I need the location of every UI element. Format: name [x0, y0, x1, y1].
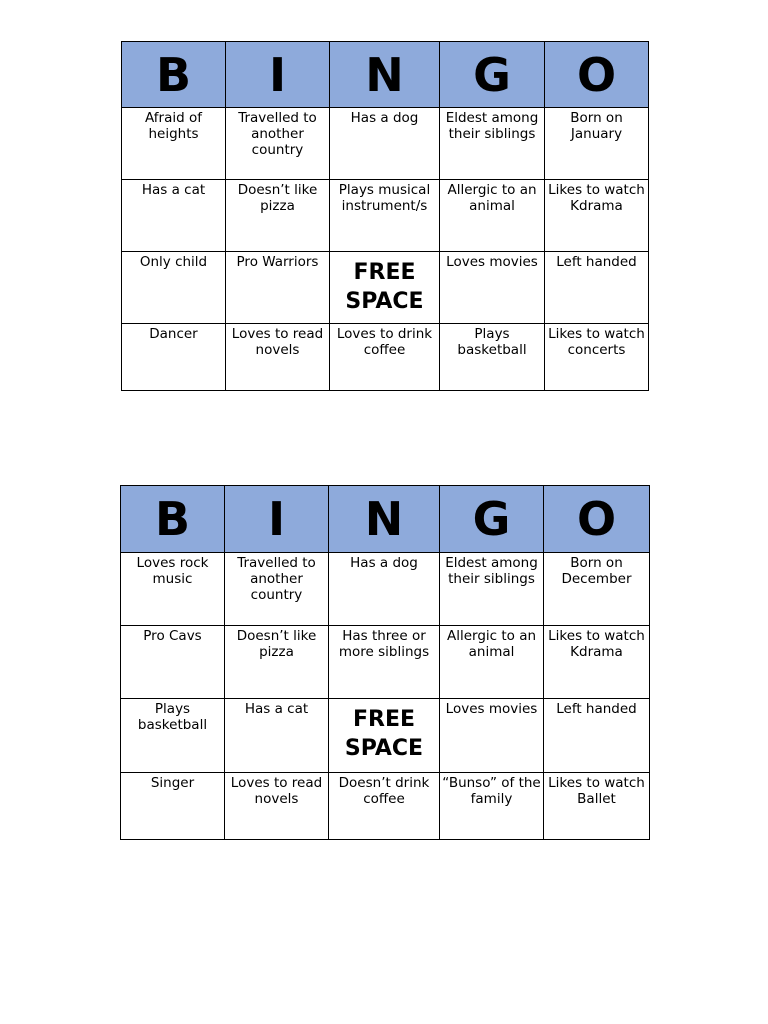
bingo-card-2	[120, 485, 650, 840]
bingo-cell: Plays basketball	[121, 699, 225, 773]
bingo-letter-i: I	[226, 42, 330, 108]
bingo-letter-g: G	[440, 486, 544, 553]
bingo-cell: Loves rock music	[121, 553, 225, 626]
bingo-letter-g: G	[440, 42, 545, 108]
bingo-cell: Left handed	[545, 252, 649, 324]
bingo-cell: Doesn’t like pizza	[226, 180, 330, 252]
bingo-cell: Born on December	[544, 553, 650, 626]
bingo-letter-b: B	[122, 42, 226, 108]
bingo-cell: Plays basketball	[440, 324, 545, 391]
bingo-row	[121, 626, 650, 699]
bingo-cell: Eldest among their siblings	[440, 553, 544, 626]
bingo-cell: Loves to read novels	[225, 773, 329, 840]
bingo-cell: Travelled to another country	[226, 108, 330, 180]
bingo-cell: Dancer	[122, 324, 226, 391]
bingo-cell: Travelled to another country	[225, 553, 329, 626]
bingo-row	[122, 180, 649, 252]
bingo-cell: Likes to watch concerts	[545, 324, 649, 391]
bingo-cell: Loves to drink coffee	[330, 324, 440, 391]
bingo-cell: Likes to watch Kdrama	[545, 180, 649, 252]
bingo-header-row	[121, 486, 650, 553]
bingo-cell: Has three or more siblings	[329, 626, 440, 699]
bingo-cell: Has a dog	[329, 553, 440, 626]
bingo-cell: Loves movies	[440, 252, 545, 324]
bingo-letter-o: O	[544, 486, 650, 553]
free-space-cell: FREE SPACE	[330, 252, 440, 324]
bingo-row	[122, 324, 649, 391]
bingo-letter-n: N	[329, 486, 440, 553]
bingo-card-1	[121, 41, 649, 391]
bingo-cell: Doesn’t like pizza	[225, 626, 329, 699]
bingo-cell: Plays musical instrument/s	[330, 180, 440, 252]
bingo-cell: Pro Cavs	[121, 626, 225, 699]
bingo-cell: Doesn’t drink coffee	[329, 773, 440, 840]
bingo-cell: Left handed	[544, 699, 650, 773]
bingo-cell: Likes to watch Kdrama	[544, 626, 650, 699]
bingo-cell: Has a cat	[225, 699, 329, 773]
bingo-cell: Allergic to an animal	[440, 180, 545, 252]
bingo-row	[121, 553, 650, 626]
bingo-cell: Singer	[121, 773, 225, 840]
bingo-row	[122, 252, 649, 324]
bingo-row	[122, 108, 649, 180]
bingo-cell: Eldest among their siblings	[440, 108, 545, 180]
bingo-letter-n: N	[330, 42, 440, 108]
bingo-cell: Afraid of heights	[122, 108, 226, 180]
bingo-cell: Has a cat	[122, 180, 226, 252]
free-space-cell: FREE SPACE	[329, 699, 440, 773]
bingo-cell: Loves movies	[440, 699, 544, 773]
bingo-letter-b: B	[121, 486, 225, 553]
bingo-cell: Pro Warriors	[226, 252, 330, 324]
bingo-cell: Likes to watch Ballet	[544, 773, 650, 840]
bingo-letter-o: O	[545, 42, 649, 108]
bingo-cell: “Bunso” of the family	[440, 773, 544, 840]
bingo-letter-i: I	[225, 486, 329, 553]
bingo-header-row	[122, 42, 649, 108]
bingo-cell: Allergic to an animal	[440, 626, 544, 699]
bingo-row	[121, 773, 650, 840]
bingo-cell: Only child	[122, 252, 226, 324]
bingo-cell: Born on January	[545, 108, 649, 180]
bingo-cell: Loves to read novels	[226, 324, 330, 391]
bingo-row	[121, 699, 650, 773]
bingo-cell: Has a dog	[330, 108, 440, 180]
